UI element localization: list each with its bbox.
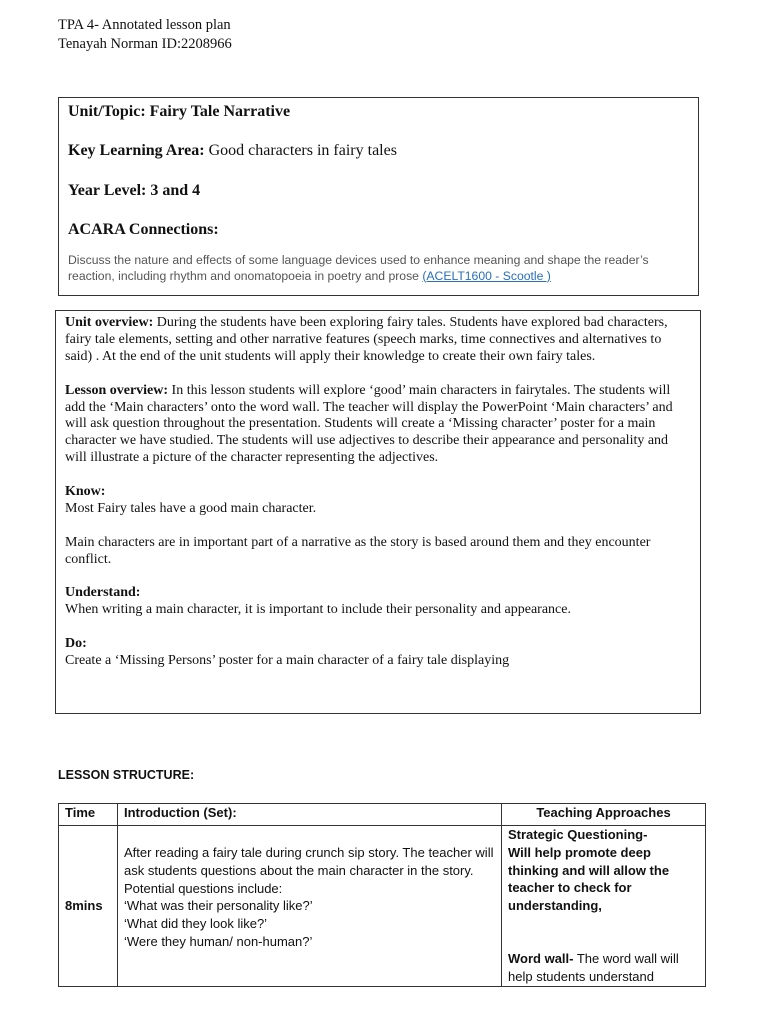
unit-topic-value: Fairy Tale Narrative (145, 103, 291, 120)
know-point-1: Most Fairy tales have a good main character. (65, 500, 317, 516)
strategic-questioning-label: Strategic Questioning- (508, 827, 648, 842)
unit-info-box (58, 97, 699, 296)
col-header-teaching-approaches: Teaching Approaches (502, 804, 706, 826)
header-title: TPA 4- Annotated lesson plan (58, 17, 231, 33)
do-heading: Do: (65, 636, 87, 652)
key-learning-area-line (68, 141, 397, 161)
know-heading: Know: (65, 484, 106, 500)
acara-link[interactable]: (ACELT1600 - Scootle ) (422, 268, 551, 283)
table-row (59, 826, 706, 987)
lesson-structure-table (58, 803, 706, 987)
col-header-time: Time (59, 804, 118, 826)
lesson-overview: Lesson overview: In this lesson students will explore ‘good’ main characters in fairytales. The students will add the ‘Main characters’ onto the word wall. The teacher will display the PowerPoint ‘Main characters’ and will ask question throughout the presentation. Students will create a ‘Missing character’ poster for a main character we have studied. The students will use adjectives to describe their appearance and personality and will illustrate a picture of the character representing the adjectives. (65, 382, 673, 466)
understand-text: When writing a main character, it is important to include their personality and appearance. (65, 602, 571, 618)
unit-topic-label: Unit/Topic: (68, 103, 146, 120)
strategic-questioning-text: Will help promote deep thinking and will allow the teacher to check for understanding, (508, 844, 670, 914)
do-text: Create a ‘Missing Persons’ poster for a main character of a fairy tale displaying (65, 653, 510, 669)
unit-topic-line (68, 102, 290, 122)
time-cell: 8mins (59, 826, 118, 987)
acara-heading: ACARA Connections: (68, 221, 219, 238)
year-level-line (68, 181, 200, 201)
lesson-structure-title: LESSON STRUCTURE: (58, 768, 195, 782)
overview-box (55, 310, 701, 714)
kla-label: Key Learning Area: (68, 142, 205, 159)
unit-overview: Unit overview: During the students have been exploring fairy tales. Students have explored bad characters, fairy tale elements, setting and other narrative features (speech marks, time connectives and alternatives to said) . At the end of the unit students will apply their knowledge to create their own fairy tales. (65, 315, 668, 364)
col-header-introduction: Introduction (Set): (118, 804, 502, 826)
year-label: Year Level: (68, 182, 147, 199)
acara-description: Discuss the nature and effects of some language devices used to enhance meaning and shape the reader’s reaction, including rhythm and onomatopoeia in poetry and prose (ACELT1600 - Scootle ) (68, 253, 649, 283)
year-value: 3 and 4 (146, 182, 201, 199)
introduction-cell: After reading a fairy tale during crunch sip story. The teacher will ask students questions about the main character in the story. Potential questions include: ‘What was their personality like?’ ‘What did they look like?’ ‘Were they human/ non-human?’ (118, 826, 502, 987)
kla-value: Good characters in fairy tales (204, 142, 397, 159)
teaching-approaches-cell (502, 826, 706, 987)
word-wall-entry: Word wall- The word wall will help students understand (508, 950, 679, 984)
document-header (58, 16, 232, 54)
understand-heading: Understand: (65, 585, 141, 601)
know-point-2: Main characters are in important part of a narrative as the story is based around them and they encounter conflict. (65, 534, 651, 567)
header-author: Tenayah Norman ID:2208966 (58, 36, 232, 52)
table-header-row (59, 804, 706, 826)
